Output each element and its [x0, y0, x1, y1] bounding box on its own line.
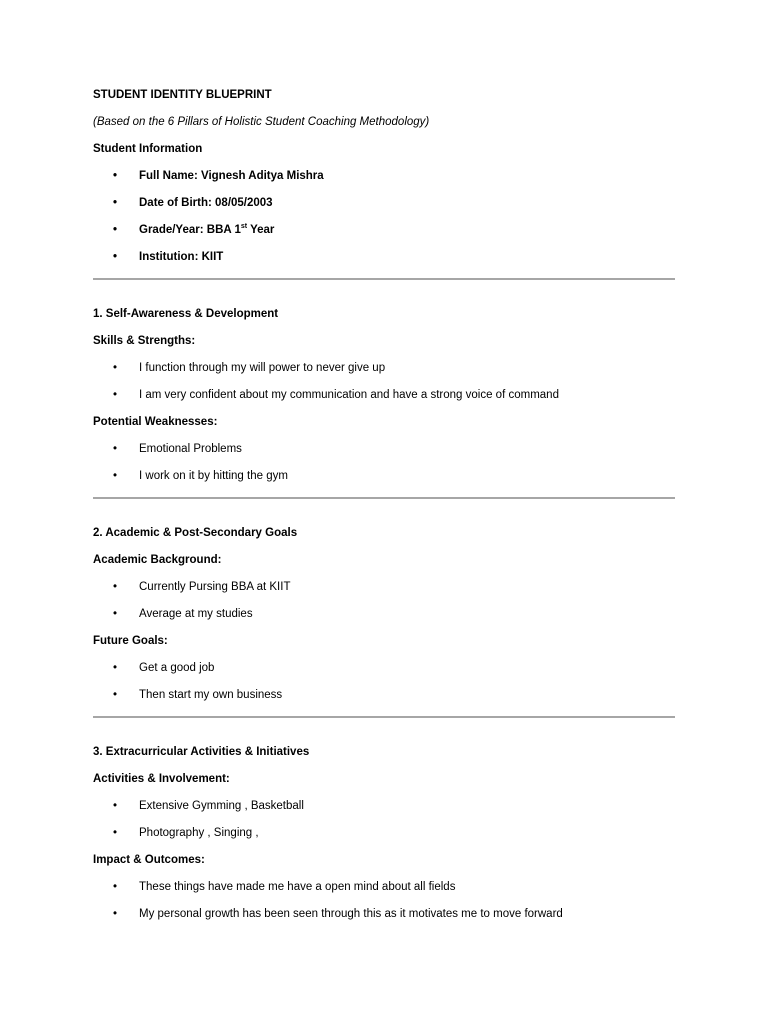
bullet-icon: •	[113, 443, 118, 455]
list-item-text: Extensive Gymming , Basketball	[139, 800, 304, 812]
list-item	[93, 467, 675, 494]
list-item-text: I am very confident about my communication and have a strong voice of command	[139, 389, 559, 401]
list-item-text: Photography , Singing ,	[139, 827, 259, 839]
grade-suffix: Year	[247, 224, 275, 236]
list-item-text: I function through my will power to never give up	[139, 362, 386, 374]
bullet-icon: •	[113, 608, 118, 620]
bullet-icon: •	[113, 170, 118, 182]
bullet-icon: •	[113, 908, 118, 920]
list-item	[93, 686, 675, 713]
document-title: STUDENT IDENTITY BLUEPRINT	[93, 89, 272, 101]
list-item	[93, 659, 675, 686]
list-item-text: These things have made me have a open mind about all fields	[139, 881, 456, 893]
list-item	[93, 824, 675, 851]
subheading: Impact & Outcomes:	[93, 854, 205, 866]
bullet-icon: •	[113, 800, 118, 812]
list-item-text: I work on it by hitting the gym	[139, 470, 288, 482]
list-item	[93, 359, 675, 386]
list-item-text: My personal growth has been seen through this as it motivates me to move forward	[139, 908, 563, 920]
full-name-text: Full Name: Vignesh Aditya Mishra	[139, 170, 324, 182]
list-item-dob	[93, 194, 675, 221]
section-heading: 1. Self-Awareness & Development	[93, 308, 279, 320]
list-item-text: Then start my own business	[139, 689, 283, 701]
bullet-icon: •	[113, 662, 118, 674]
subheading: Activities & Involvement:	[93, 773, 230, 785]
subheading: Potential Weaknesses:	[93, 416, 218, 428]
bullet-icon: •	[113, 362, 118, 374]
list-item	[93, 878, 675, 905]
list-item	[93, 605, 675, 632]
grade-ordinal: st	[240, 223, 248, 231]
bullet-icon: •	[113, 581, 118, 593]
bullet-icon: •	[113, 470, 118, 482]
bullet-icon: •	[113, 881, 118, 893]
list-item-institution	[93, 248, 675, 275]
list-item-full-name	[93, 167, 675, 194]
list-item-text: Average at my studies	[139, 608, 253, 620]
list-item	[93, 386, 675, 413]
list-item-text: Emotional Problems	[139, 443, 242, 455]
list-item-text: Currently Pursing BBA at KIIT	[139, 581, 291, 593]
section-heading: 2. Academic & Post-Secondary Goals	[93, 527, 298, 539]
bullet-icon: •	[113, 827, 118, 839]
bullet-icon: •	[113, 224, 118, 236]
document-subtitle: (Based on the 6 Pillars of Holistic Student Coaching Methodology)	[93, 116, 430, 128]
list-item	[93, 578, 675, 605]
list-item	[93, 905, 675, 932]
bullet-icon: •	[113, 251, 118, 263]
list-item-text: Get a good job	[139, 662, 215, 674]
list-item	[93, 440, 675, 467]
bullet-icon: •	[113, 689, 118, 701]
dob-text: Date of Birth: 08/05/2003	[139, 197, 273, 209]
grade-text: Grade/Year: BBA 1	[139, 224, 241, 236]
subheading: Academic Background:	[93, 554, 222, 566]
document-page	[93, 86, 675, 932]
list-item-grade	[93, 221, 675, 248]
subheading: Future Goals:	[93, 635, 168, 647]
section-heading: 3. Extracurricular Activities & Initiatives	[93, 746, 310, 758]
list-item	[93, 797, 675, 824]
subheading: Skills & Strengths:	[93, 335, 196, 347]
bullet-icon: •	[113, 389, 118, 401]
bullet-icon: •	[113, 197, 118, 209]
institution-text: Institution: KIIT	[139, 251, 224, 263]
student-info-heading: Student Information	[93, 143, 203, 155]
